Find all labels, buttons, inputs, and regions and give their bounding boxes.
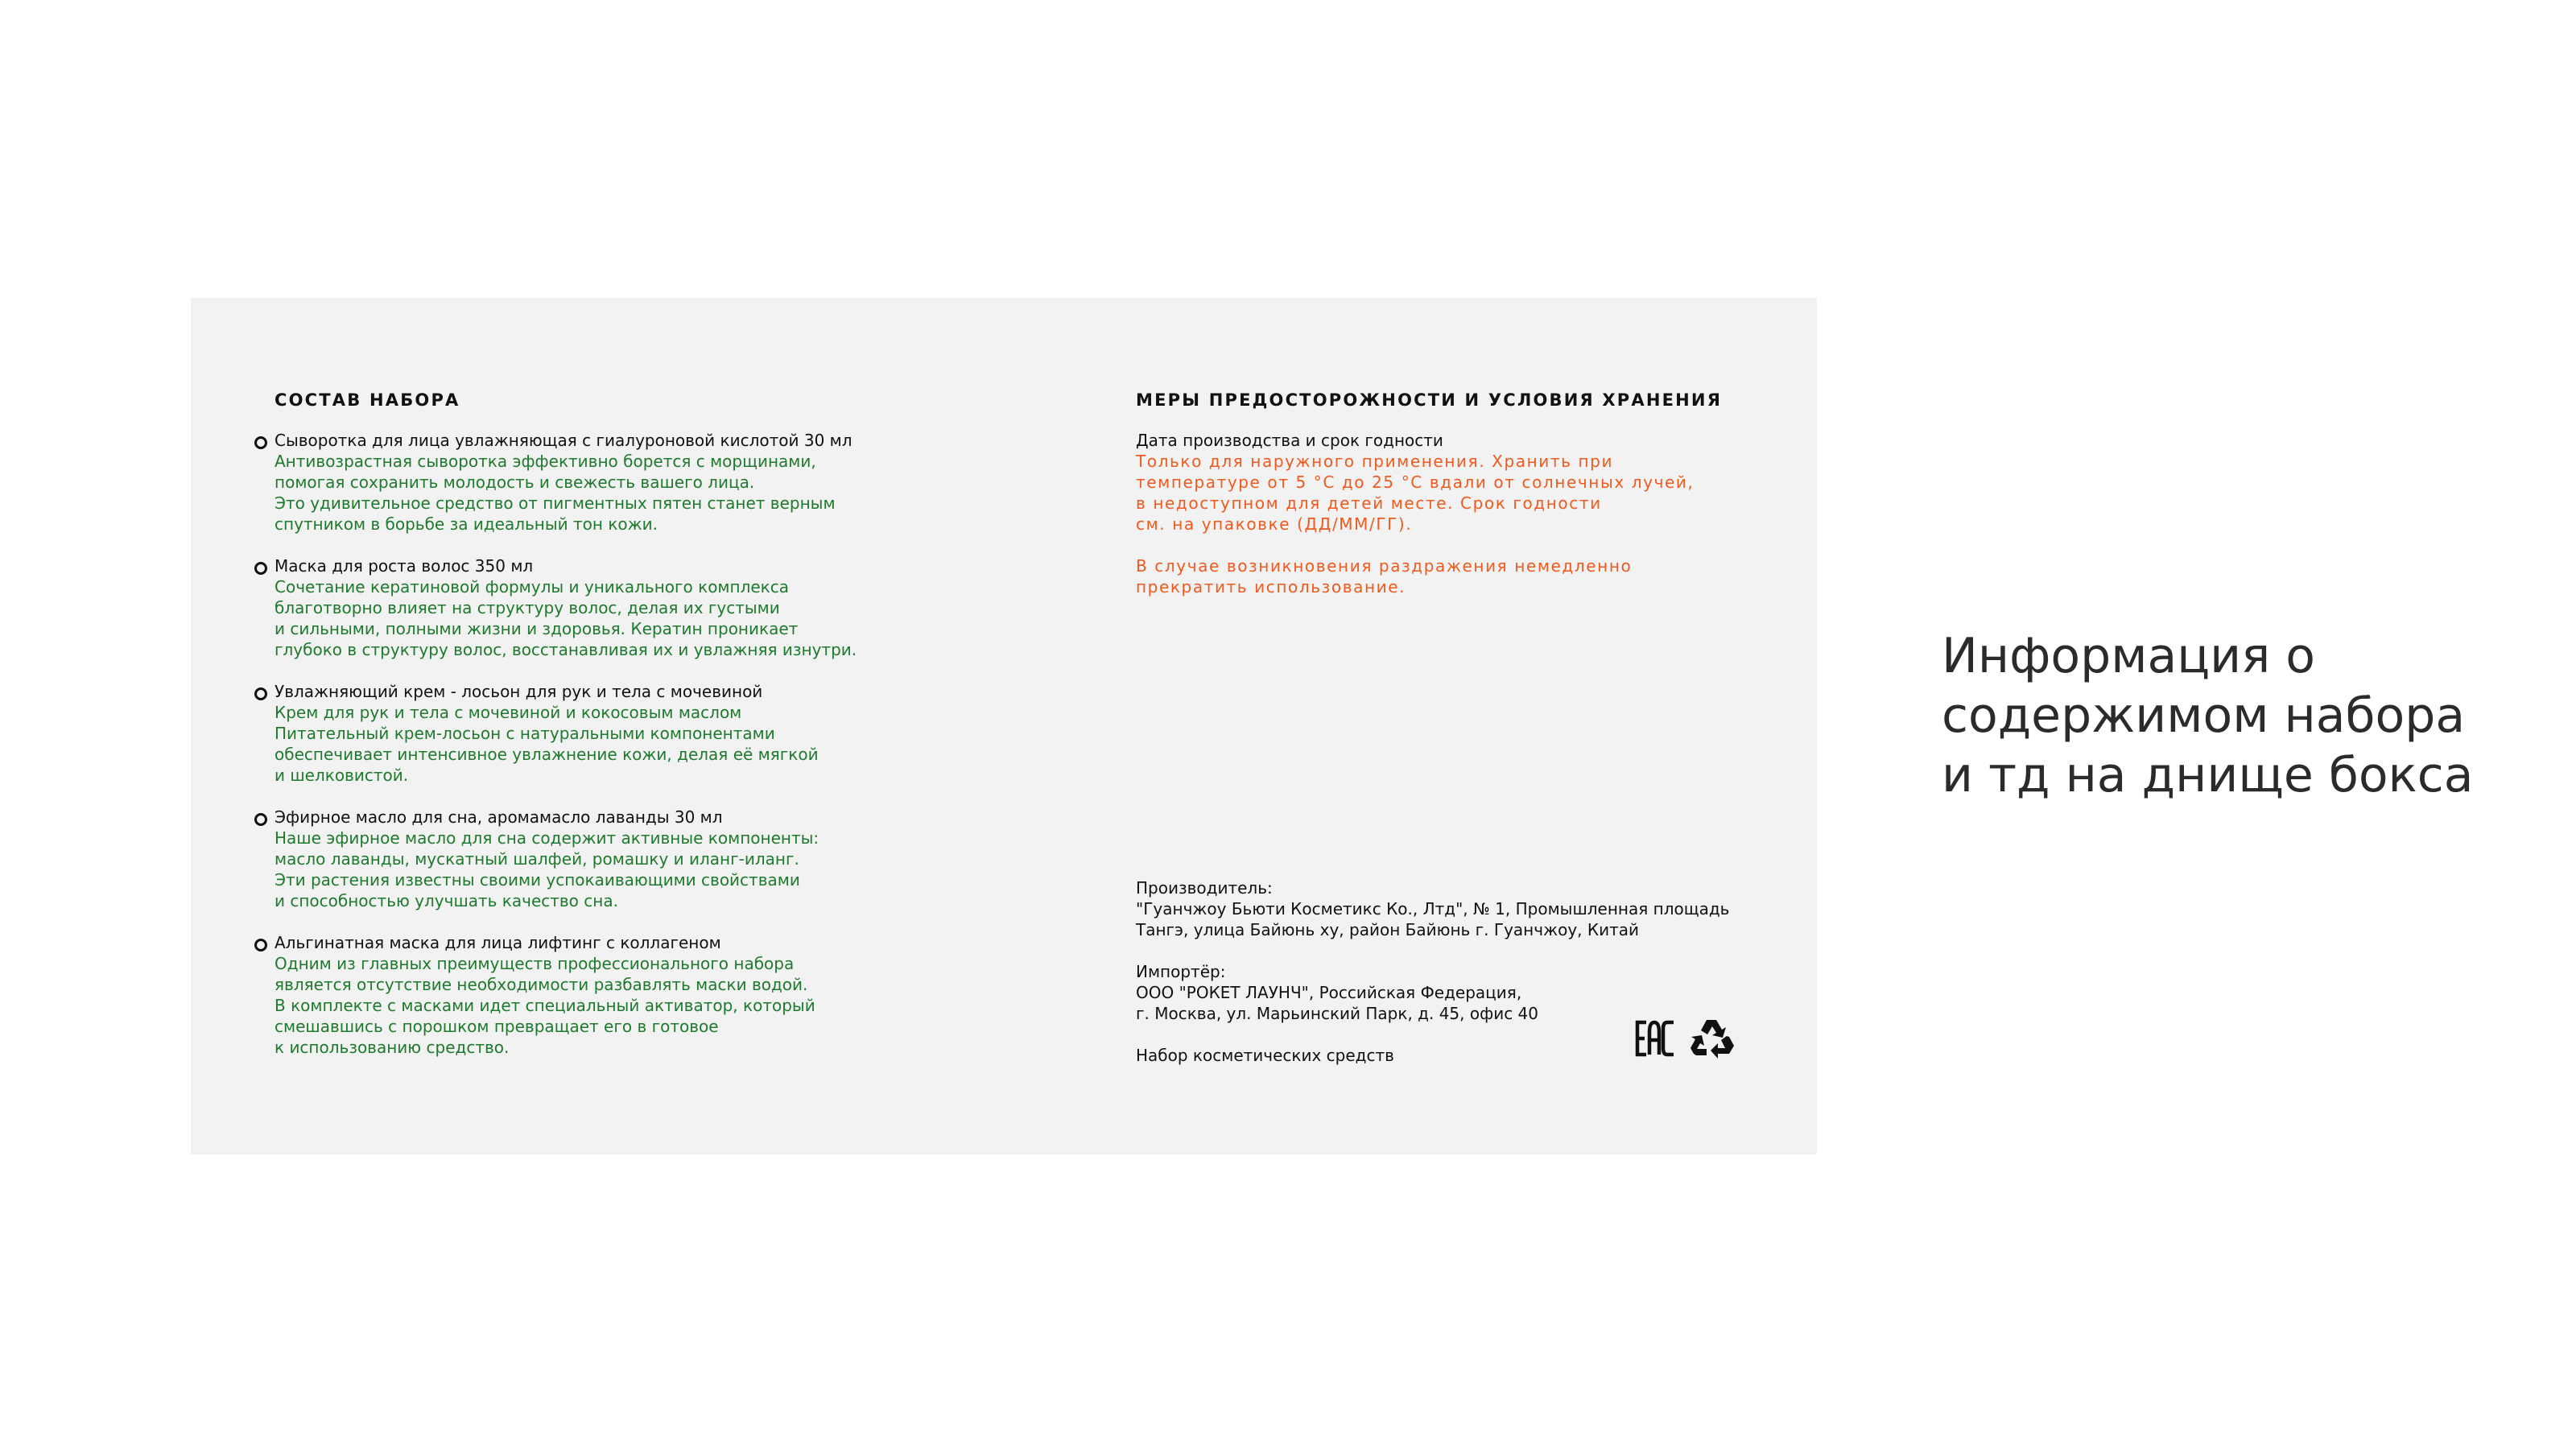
description-line: помогая сохранить молодость и свежесть вашего лица.: [275, 473, 755, 492]
warning-line: Только для наружного применения. Хранить при: [1136, 452, 1614, 471]
description-line: является отсутствие необходимости разбавлять маски водой.: [275, 975, 808, 994]
eac-mark-icon: [1635, 1019, 1677, 1058]
description-line: Питательный крем-лосьон с натуральными компонентами: [275, 724, 775, 743]
description-line: и сильными, полными жизни и здоровья. Кератин проникает: [275, 619, 799, 638]
address-line: "Гуанчжоу Бьюти Косметикс Ко., Лтд", № 1, Промышленная площадь: [1136, 899, 1730, 919]
kit-item: [275, 932, 999, 1058]
kit-item: [275, 681, 999, 786]
kit-item-title: Сыворотка для лица увлажняющая с гиалуроновой кислотой 30 мл: [275, 431, 852, 450]
kit-item-title: Эфирное масло для сна, аромамасло лаванды 30 мл: [275, 807, 723, 827]
warning-line: прекратить использование.: [1136, 577, 1406, 597]
warning-line: температуре от 5 °С до 25 °С вдали от солнечных лучей,: [1136, 473, 1695, 492]
kit-item-description: [275, 702, 999, 786]
description-line: к использованию средство.: [275, 1038, 510, 1057]
precautions-heading: МЕРЫ ПРЕДОСТОРОЖНОСТИ И УСЛОВИЯ ХРАНЕНИЯ: [1136, 390, 1723, 410]
warning-line: см. на упаковке (ДД/ММ/ГГ).: [1136, 514, 1413, 534]
description-line: Эти растения известны своими успокаивающими свойствами: [275, 870, 800, 890]
description-line: Сочетание кератиновой формулы и уникального комплекса: [275, 577, 790, 597]
bullet-icon: [254, 436, 267, 449]
kit-item-title: Увлажняющий крем - лосьон для рук и тела с мочевиной: [275, 682, 763, 701]
precautions-column: [1136, 388, 1780, 1113]
address-line: ООО "РОКЕТ ЛАУНЧ", Российская Федерация,: [1136, 983, 1522, 1002]
product-type: Набор косметических средств: [1136, 1046, 1394, 1065]
side-caption: [1942, 626, 2553, 805]
description-line: благотворно влияет на структуру волос, делая их густыми: [275, 598, 780, 617]
box-bottom-panel: [191, 298, 1817, 1154]
warning-line: в недоступном для детей месте. Срок годности: [1136, 493, 1602, 513]
manufacturer-label: Производитель:: [1136, 878, 1273, 898]
importer-label: Импортёр:: [1136, 962, 1226, 981]
kit-item-description: [275, 828, 999, 911]
certification-marks: [1635, 1018, 1735, 1059]
caption-line: Информация о: [1942, 628, 2315, 684]
description-line: Одним из главных преимуществ профессионального набора: [275, 954, 795, 973]
description-line: и шелковистой.: [275, 766, 409, 785]
kit-item-description: [275, 451, 999, 535]
description-line: В комплекте с масками идет специальный активатор, который: [275, 996, 815, 1015]
caption-line: и тд на днище бокса: [1942, 747, 2474, 803]
bullet-icon: [254, 562, 267, 575]
kit-item-title: Альгинатная маска для лица лифтинг с коллагеном: [275, 933, 721, 952]
bullet-icon: [254, 687, 267, 700]
recycle-icon: [1690, 1018, 1735, 1059]
manufacturer-address: [1136, 898, 1780, 940]
description-line: глубоко в структуру волос, восстанавливая их и увлажняя изнутри.: [275, 640, 857, 659]
kit-item: [275, 555, 999, 660]
warning-line: В случае возникновения раздражения немедленно: [1136, 556, 1633, 576]
kit-item-description: [275, 576, 999, 660]
date-label: Дата производства и срок годности: [1136, 431, 1443, 450]
description-line: Наше эфирное масло для сна содержит активные компоненты:: [275, 828, 819, 848]
kit-item-description: [275, 953, 999, 1058]
description-line: Антивозрастная сыворотка эффективно борется с морщинами,: [275, 452, 816, 471]
bullet-icon: [254, 939, 267, 952]
description-line: смешавшись с порошком превращает его в готовое: [275, 1017, 719, 1036]
description-line: Крем для рук и тела с мочевиной и кокосовым маслом: [275, 703, 742, 722]
kit-item: [275, 807, 999, 911]
caption-line: содержимом набора: [1942, 687, 2466, 744]
address-line: г. Москва, ул. Марьинский Парк, д. 45, офис 40: [1136, 1004, 1539, 1023]
bullet-icon: [254, 813, 267, 826]
description-line: Это удивительное средство от пигментных пятен станет верным: [275, 493, 836, 513]
irritation-warning: [1136, 555, 1780, 597]
description-line: обеспечивает интенсивное увлажнение кожи, делая её мягкой: [275, 745, 819, 764]
kit-item-title: Маска для роста волос 350 мл: [275, 556, 534, 576]
description-line: и способностью улучшать качество сна.: [275, 891, 618, 910]
storage-warning: [1136, 451, 1780, 535]
description-line: спутником в борьбе за идеальный тон кожи.: [275, 514, 658, 534]
kit-contents-heading: СОСТАВ НАБОРА: [275, 390, 460, 410]
description-line: масло лаванды, мускатный шалфей, ромашку и иланг-иланг.: [275, 849, 799, 869]
kit-contents-column: [275, 388, 999, 1079]
kit-item: [275, 430, 999, 535]
address-line: Тангэ, улица Байюнь ху, район Байюнь г. Гуанчжоу, Китай: [1136, 920, 1639, 939]
